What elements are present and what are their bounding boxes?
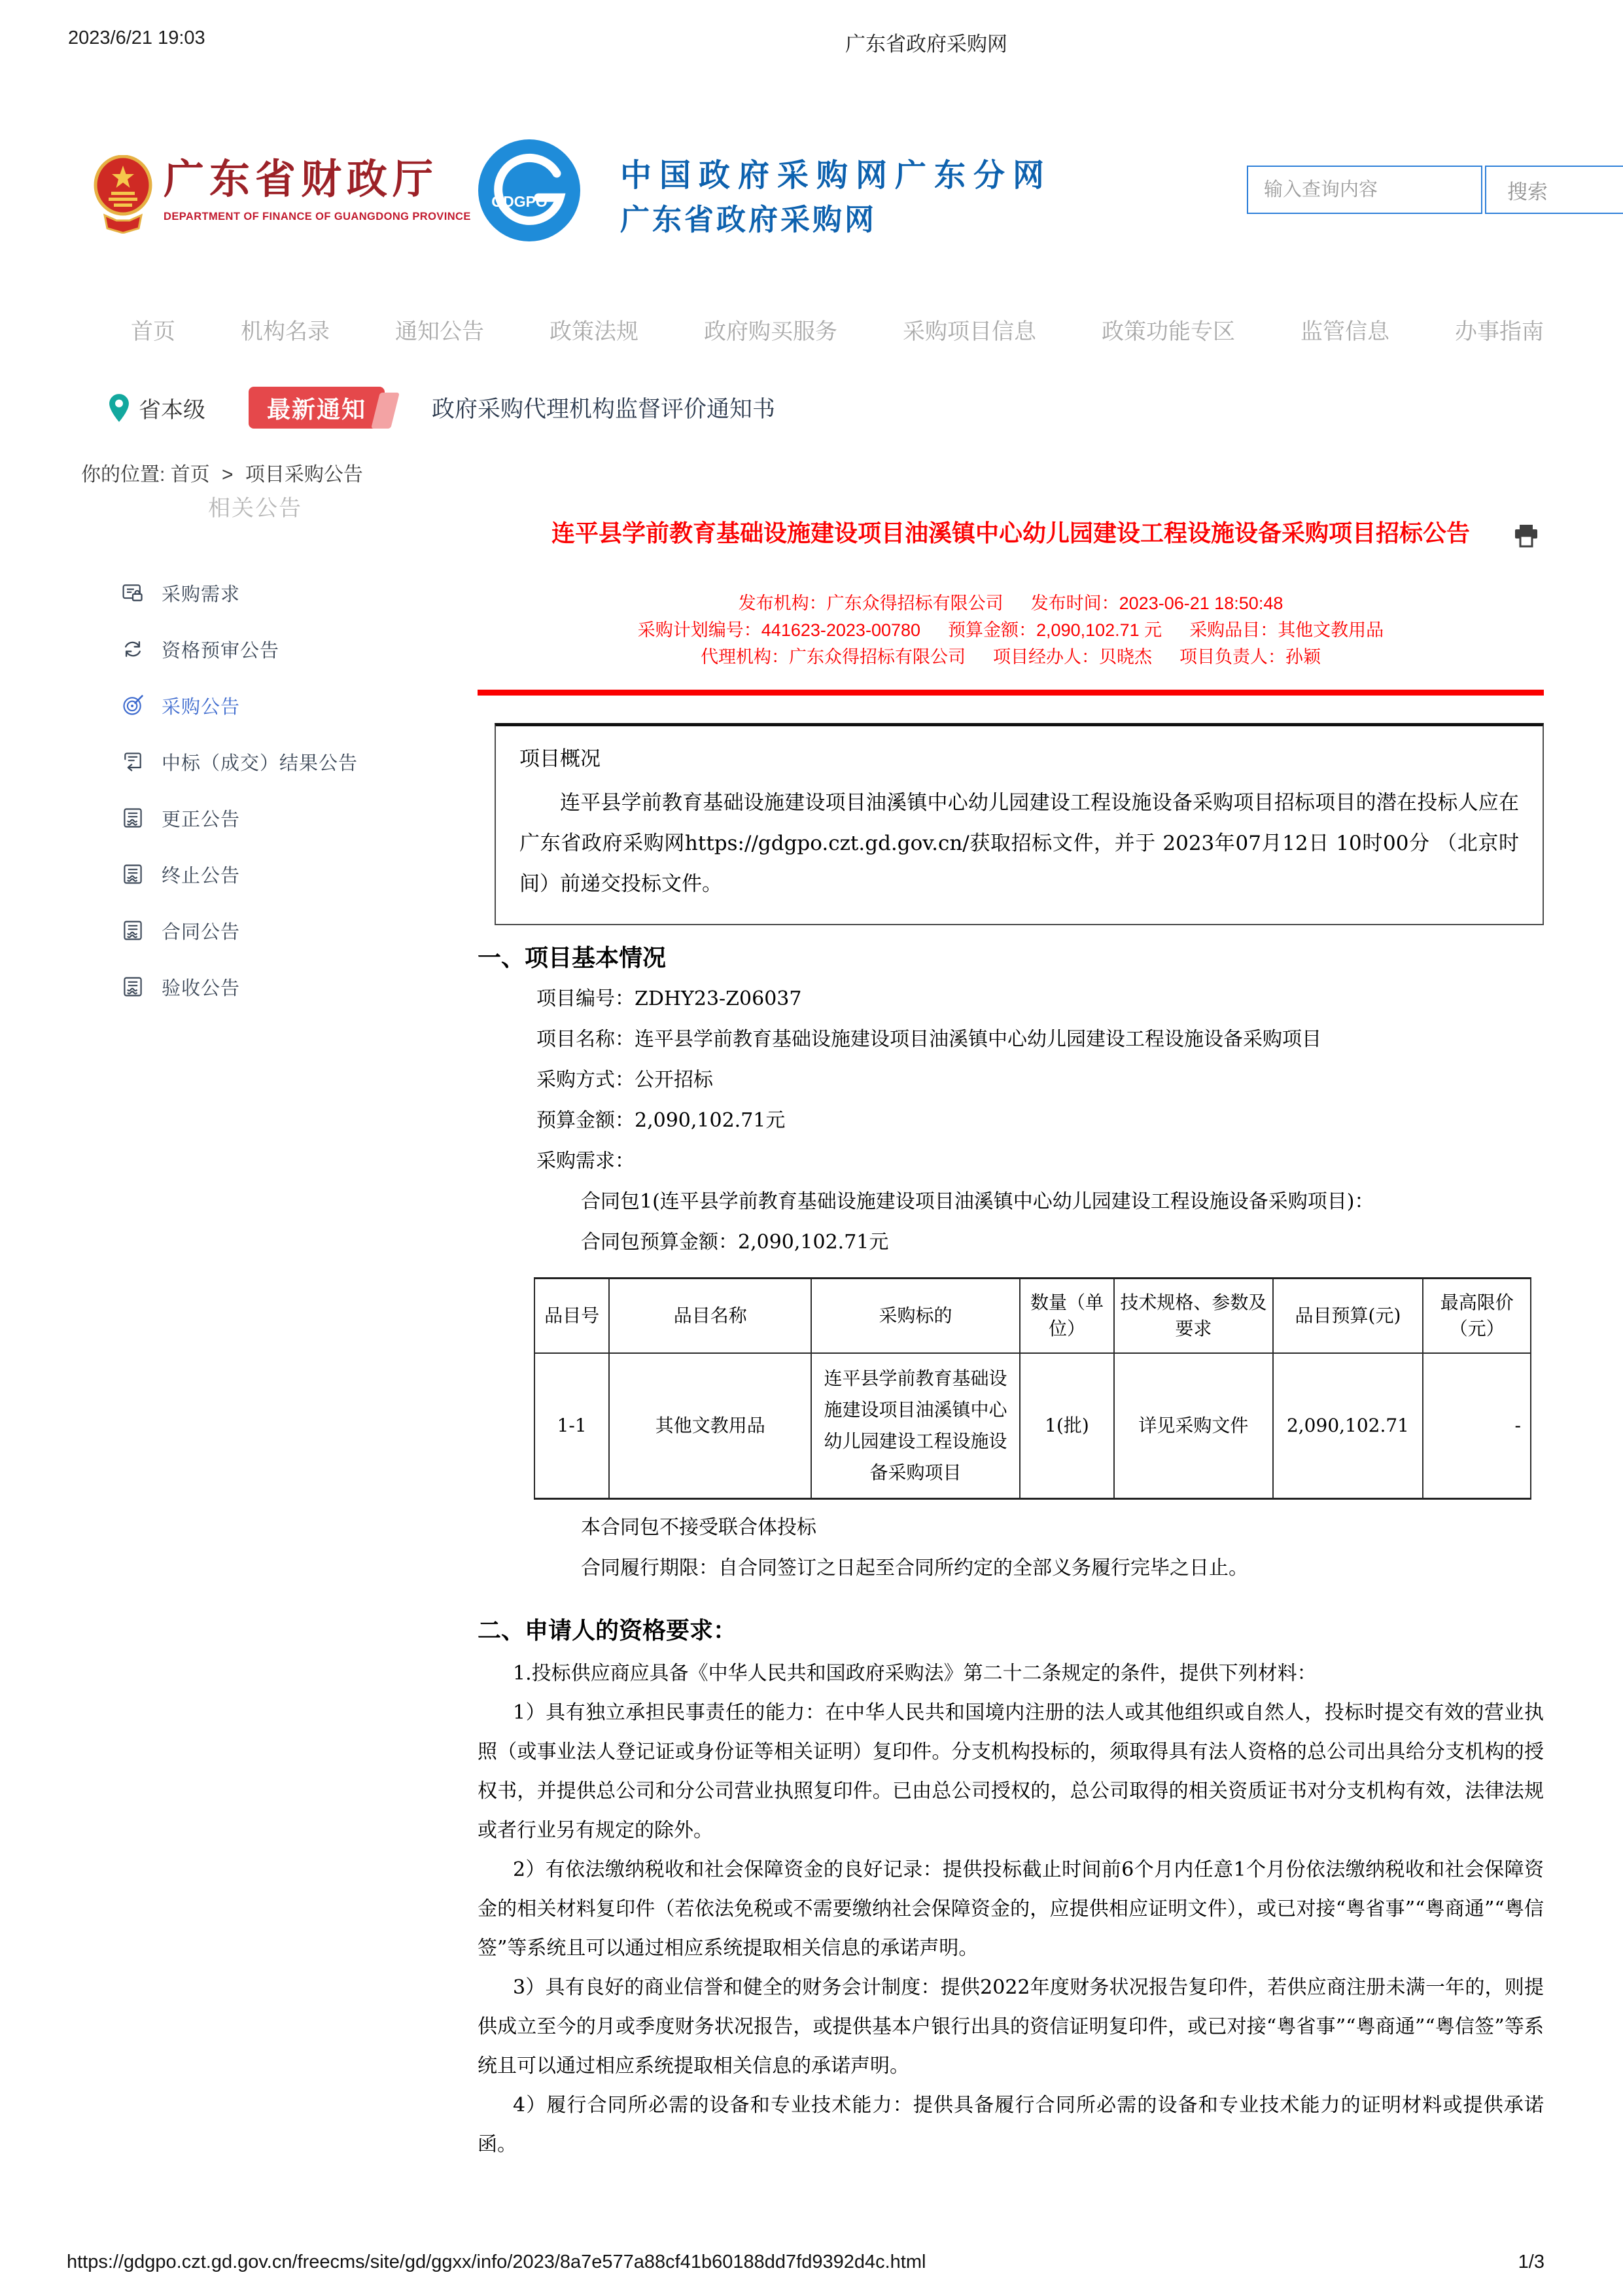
meta-value: 2,090,102.71 元	[1036, 620, 1162, 640]
meta-value: 2023-06-21 18:50:48	[1119, 593, 1283, 613]
meta-pair	[1189, 620, 1384, 640]
gdgpo-logo[interactable]	[478, 139, 581, 242]
meta-label: 采购计划编号：	[637, 620, 761, 640]
after-table-note-0: 本合同包不接受联合体投标	[581, 1516, 816, 1539]
meta-row-1	[478, 617, 1544, 644]
doc-wave-icon	[121, 862, 145, 886]
nav-item-6[interactable]: 政策功能专区	[1102, 319, 1235, 344]
latest-notice-badge[interactable]	[249, 387, 385, 429]
sidebar-item-7[interactable]	[92, 959, 419, 1015]
finance-dept-name-cn: 广东省财政厅	[164, 158, 439, 202]
requirement-paragraph-0: 1.投标供应商应具备《中华人民共和国政府采购法》第二十二条规定的条件，提供下列材料：	[513, 1662, 1317, 1685]
sidebar	[92, 497, 419, 1015]
article	[478, 517, 1544, 2164]
meta-pair	[1179, 647, 1321, 667]
requirement-paragraph-1: 1）具有独立承担民事责任的能力：在中华人民共和国境内注册的法人或其他组织或自然人，投标时提交有效的营业执照（或事业法人登记证或身份证等相关证明）复印件。分支机构投标的，须取得具有法人资格的总公司出具给分支机构的授权书，并提供总公司和分公司营业执照复印件。已由总公司授权的，总公司取得的相关资质证书对分支机构有效，法律法规或者行业另有规定的除外。	[478, 1701, 1544, 1842]
table-header-cell: 数量（单位）	[1020, 1279, 1115, 1354]
field-line-2: 采购方式：公开招标	[536, 1069, 713, 1091]
after-table-note-1: 合同履行期限：自合同签订之日起至合同所约定的全部义务履行完毕之日止。	[581, 1557, 1248, 1580]
meta-value: 其他文教用品	[1278, 620, 1384, 640]
meta-label: 发布机构：	[738, 593, 827, 613]
contract-note-0: 合同包1(连平县学前教育基础设施建设项目油溪镇中心幼儿园建设工程设施设备采购项目)：	[581, 1190, 1374, 1213]
table-cell: 1-1	[534, 1353, 609, 1499]
meta-value: 广东众得招标有限公司	[826, 593, 1003, 613]
print-timestamp: 2023/6/21 19:03	[68, 27, 205, 48]
meta-label: 项目负责人：	[1179, 647, 1285, 667]
table-cell: -	[1423, 1353, 1531, 1499]
items-table	[534, 1277, 1531, 1500]
meta-pair	[993, 647, 1152, 667]
main-nav	[131, 317, 1544, 346]
table-cell: 2,090,102.71	[1273, 1353, 1423, 1499]
table-cell: 连平县学前教育基础设施建设项目油溪镇中心幼儿园建设工程设施设备采购项目	[811, 1353, 1019, 1499]
table-header-cell: 品目预算(元)	[1273, 1279, 1423, 1354]
meta-value: 广东众得招标有限公司	[789, 647, 966, 667]
contract-note-1: 合同包预算金额：2,090,102.71元	[581, 1231, 889, 1254]
search-input[interactable]	[1247, 166, 1482, 214]
region-label: 省本级	[139, 397, 205, 423]
meta-pair	[1031, 593, 1283, 613]
meta-row-2	[478, 644, 1544, 671]
section2-heading: 二、申请人的资格要求：	[478, 1617, 737, 1644]
sidebar-item-label: 中标（成交）结果公告	[162, 752, 358, 774]
meta-pair	[739, 593, 1003, 613]
nav-item-8[interactable]: 办事指南	[1455, 319, 1544, 344]
meta-label: 采购品目：	[1189, 620, 1278, 640]
finance-dept-name-en: DEPARTMENT OF FINANCE OF GUANGDONG PROVINCE	[164, 211, 471, 222]
nav-item-3[interactable]: 政策法规	[550, 319, 638, 344]
breadcrumb-prefix: 你的位置:	[81, 464, 166, 486]
table-cell: 1(批)	[1020, 1353, 1115, 1499]
doc-lock-icon	[121, 581, 145, 605]
sidebar-item-label: 资格预审公告	[162, 640, 280, 662]
meta-value: 441623-2023-00780	[761, 620, 921, 640]
meta-pair	[638, 620, 920, 640]
national-emblem-icon	[92, 155, 154, 234]
sidebar-title: 相关公告	[208, 496, 302, 521]
sidebar-item-label: 更正公告	[162, 809, 241, 830]
doc-wave-icon	[121, 919, 145, 942]
nav-item-2[interactable]: 通知公告	[395, 319, 484, 344]
table-header-cell: 最高限价（元）	[1423, 1279, 1531, 1354]
site-title-line1: 中国政府采购网广东分网	[620, 158, 1053, 193]
field-line-3: 预算金额：2,090,102.71元	[536, 1109, 786, 1132]
contract-notes	[478, 1182, 1544, 1263]
field-line-1: 项目名称：连平县学前教育基础设施建设项目油溪镇中心幼儿园建设工程设施设备采购项目	[536, 1028, 1321, 1051]
doc-wave-icon	[121, 806, 145, 830]
sidebar-item-label: 验收公告	[162, 978, 241, 999]
site-title-line2: 广东省政府采购网	[620, 203, 877, 236]
sidebar-item-3[interactable]	[92, 733, 419, 790]
breadcrumb	[81, 458, 363, 487]
meta-pair	[701, 647, 966, 667]
nav-item-1[interactable]: 机构名录	[241, 319, 330, 344]
sidebar-item-label: 终止公告	[162, 865, 241, 887]
footer-url: https://gdgpo.czt.gd.gov.cn/freecms/site/gd/ggxx/info/2023/8a7e577a88cf41b60188dd7fd9392d4c.html	[67, 2252, 926, 2272]
requirement-paragraphs	[478, 1654, 1544, 2164]
sidebar-item-5[interactable]	[92, 846, 419, 902]
sidebar-list	[92, 565, 419, 1015]
table-header-cell: 技术规格、参数及要求	[1114, 1279, 1272, 1354]
article-title-row	[478, 517, 1544, 550]
footer-page-number: 1/3	[1518, 2252, 1544, 2272]
meta-pair	[948, 620, 1162, 640]
overview-heading: 项目概况	[519, 747, 601, 771]
section1-heading: 一、项目基本情况	[478, 944, 667, 972]
meta-label: 发布时间：	[1030, 593, 1119, 613]
red-divider	[478, 690, 1544, 696]
printer-icon[interactable]	[1512, 523, 1540, 548]
gdgpo-logo-text: GDGPO	[491, 193, 548, 210]
requirement-paragraph-4: 4）履行合同所必需的设备和专业技术能力：提供具备履行合同所必需的设备和专业技术能力的证明材料或提供承诺函。	[478, 2094, 1544, 2156]
meta-row-0	[478, 590, 1544, 617]
sidebar-item-0[interactable]	[92, 565, 419, 621]
table-header-cell: 采购标的	[811, 1279, 1019, 1354]
nav-item-4[interactable]: 政府购买服务	[704, 319, 837, 344]
sidebar-item-1[interactable]	[92, 621, 419, 677]
meta-value: 贝晓杰	[1099, 647, 1152, 667]
section1-fields	[478, 979, 1544, 1182]
sidebar-item-6[interactable]	[92, 902, 419, 959]
location-pin-icon	[109, 393, 130, 423]
field-line-4: 采购需求：	[536, 1150, 635, 1173]
table-cell: 其他文教用品	[609, 1353, 811, 1499]
print-footer	[67, 2251, 1544, 2273]
doc-return-icon	[121, 750, 145, 773]
article-meta	[478, 590, 1544, 671]
overview-body: 连平县学前教育基础设施建设项目油溪镇中心幼儿园建设工程设施设备采购项目招标项目的潜在投标人应在广东省政府采购网https://gdgpo.czt.gd.gov.cn/获取招标文件，并于 2023年07月12日 10时00分 （北京时间）前递交投标文件。	[519, 791, 1519, 896]
breadcrumb-current: 项目采购公告	[245, 464, 363, 486]
latest-notice-badge-label: 最新通知	[267, 395, 367, 423]
sidebar-item-2[interactable]	[92, 677, 419, 733]
nav-item-0[interactable]: 首页	[131, 319, 175, 344]
sidebar-item-4[interactable]	[92, 790, 419, 846]
finance-dept-brand[interactable]	[164, 157, 471, 223]
breadcrumb-home[interactable]: 首页	[170, 464, 210, 486]
print-page-title: 广东省政府采购网	[845, 33, 1007, 56]
site-title	[620, 160, 1052, 236]
nav-item-7[interactable]: 监管信息	[1300, 319, 1389, 344]
doc-wave-icon	[121, 975, 145, 998]
notice-link[interactable]: 政府采购代理机构监督评价通知书	[432, 397, 776, 422]
table-cell: 详见采购文件	[1114, 1353, 1272, 1499]
search-button[interactable]: 搜索	[1485, 166, 1623, 214]
breadcrumb-separator: >	[222, 464, 234, 486]
meta-label: 预算金额：	[948, 620, 1037, 640]
meta-label: 代理机构：	[701, 647, 789, 667]
nav-item-5[interactable]: 采购项目信息	[903, 319, 1036, 344]
table-header-cell: 品目名称	[609, 1279, 811, 1354]
requirement-paragraph-3: 3）具有良好的商业信誉和健全的财务会计制度：提供2022年度财务状况报告复印件，若供应商注册未满一年的，则提供成立至今的月或季度财务状况报告，或提供基本户银行出具的资信证明复印件，或已对接“粤省事”“粤商通”“粤信签”等系统且可以通过相应系统提取相关信息的承诺声明。	[478, 1976, 1544, 2077]
meta-label: 项目经办人：	[993, 647, 1099, 667]
after-table-notes	[478, 1508, 1544, 1589]
table-header-cell: 品目号	[534, 1279, 609, 1354]
field-line-0: 项目编号：ZDHY23-Z06037	[536, 987, 802, 1010]
target-icon	[121, 694, 145, 717]
meta-value: 孙颖	[1285, 647, 1321, 667]
sidebar-item-label: 采购需求	[162, 584, 241, 605]
overview-box	[495, 723, 1544, 925]
notice-bar	[109, 385, 775, 431]
refresh-icon	[121, 637, 145, 661]
sidebar-item-label: 合同公告	[162, 921, 241, 943]
requirement-paragraph-2: 2）有依法缴纳税收和社会保障资金的良好记录：提供投标截止时间前6个月内任意1个月份依法缴纳税收和社会保障资金的相关材料复印件（若依法免税或不需要缴纳社会保障资金的，应提供相应证明文件），或已对接“粤省事”“粤商通”“粤信签”等系统且可以通过相应系统提取相关信息的承诺声明。	[478, 1858, 1544, 1960]
sidebar-item-label: 采购公告	[162, 696, 241, 718]
article-title: 连平县学前教育基础设施建设项目油溪镇中心幼儿园建设工程设施设备采购项目招标公告	[551, 520, 1470, 546]
table-row-0	[534, 1353, 1531, 1499]
